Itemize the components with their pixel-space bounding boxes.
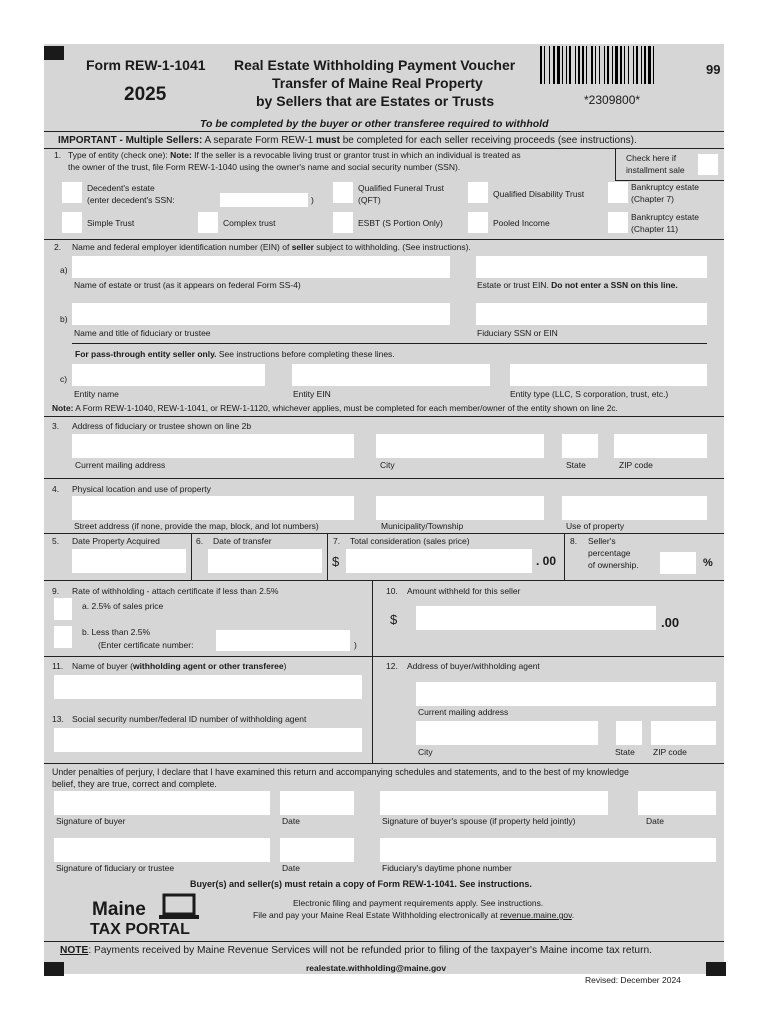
complex-trust-checkbox[interactable] — [198, 212, 218, 233]
fiduciary-date-input[interactable] — [280, 838, 354, 862]
form-subtitle: Transfer of Maine Real Property — [272, 75, 483, 91]
bankruptcy-ch7-checkbox[interactable] — [608, 182, 628, 203]
estate-ein-input[interactable] — [476, 256, 707, 278]
installment-checkbox[interactable] — [698, 154, 718, 175]
fiduciary-state-input[interactable] — [562, 434, 598, 458]
certificate-number-input[interactable] — [216, 630, 350, 651]
perjury-statement: Under penalties of perjury, I declare that I have examined this return and accompanying schedules and statements, and to the best of my knowledge — [52, 767, 629, 777]
barcode — [540, 46, 703, 84]
line11-label: Name of buyer (withholding agent or other transferee) — [72, 661, 287, 671]
retain-copy-note: Buyer(s) and seller(s) must retain a copy of Form REW-1-1041. See instructions. — [190, 879, 532, 889]
pass-through-note: For pass-through entity seller only. See instructions before completing these lines. — [75, 349, 395, 359]
simple-trust-checkbox[interactable] — [62, 212, 82, 233]
buyer-address-input[interactable] — [416, 682, 716, 706]
date-acquired-input[interactable] — [72, 549, 186, 573]
esbt-checkbox[interactable] — [333, 212, 353, 233]
fiduciary-zip-input[interactable] — [614, 434, 707, 458]
ownership-percentage-input[interactable] — [660, 552, 696, 574]
estate-name-input[interactable] — [72, 256, 450, 278]
entity-ein-input[interactable] — [292, 364, 490, 386]
revenue-link[interactable]: revenue.maine.gov — [500, 910, 572, 920]
spouse-date-input[interactable] — [638, 791, 716, 815]
entity-name-input[interactable] — [72, 364, 265, 386]
page-code: 99 — [706, 62, 721, 77]
tax-portal-logo-text: TAX PORTAL — [90, 921, 190, 938]
registration-mark — [44, 46, 64, 60]
fiduciary-phone-input[interactable] — [380, 838, 716, 862]
form-title: Real Estate Withholding Payment Voucher — [234, 57, 516, 73]
transfer-date-input[interactable] — [208, 549, 322, 573]
property-municipality-input[interactable] — [376, 496, 544, 520]
decedent-estate-checkbox[interactable] — [62, 182, 82, 203]
fiduciary-city-input[interactable] — [376, 434, 544, 458]
registration-mark — [706, 962, 726, 976]
bankruptcy-ch11-checkbox[interactable] — [608, 212, 628, 233]
fiduciary-name-input[interactable] — [72, 303, 450, 325]
buyer-city-input[interactable] — [416, 721, 598, 745]
buyer-name-input[interactable] — [54, 675, 362, 699]
refund-note: NOTE: Payments received by Maine Revenue Services will not be refunded prior to filing of the taxpayer's Maine income tax return. — [60, 945, 652, 956]
form-number: Form REW-1-1041 — [86, 57, 206, 73]
instruction-text: To be completed by the buyer or other transferee required to withhold — [200, 118, 549, 130]
maine-logo-text: Maine — [92, 899, 146, 920]
fiduciary-signature-input[interactable] — [54, 838, 270, 862]
revised-date: Revised: December 2024 — [585, 975, 681, 985]
rate-less-checkbox[interactable] — [54, 626, 72, 648]
fiduciary-ssn-input[interactable] — [476, 303, 707, 325]
fiduciary-address-input[interactable] — [72, 434, 354, 458]
line1-instructions: Type of entity (check one): Note: If the seller is a revocable living trust or grantor trust in which an individual is treated as — [68, 150, 521, 160]
registration-mark — [44, 962, 64, 976]
pooled-income-checkbox[interactable] — [468, 212, 488, 233]
rate-2-5-checkbox[interactable] — [54, 598, 72, 620]
line2-instructions: Name and federal employer identification number (EIN) of seller subject to withholding. (See instructions). — [72, 242, 471, 252]
total-consideration-input[interactable] — [346, 549, 532, 573]
decedent-ssn-input[interactable] — [220, 193, 308, 207]
qft-checkbox[interactable] — [333, 182, 353, 203]
qdt-checkbox[interactable] — [468, 182, 488, 203]
buyer-date-input[interactable] — [280, 791, 354, 815]
contact-email: realestate.withholding@maine.gov — [306, 963, 447, 973]
important-note: IMPORTANT - Multiple Sellers: A separate Form REW-1 must be completed for each seller receiving proceeds (see instructions). — [58, 135, 637, 146]
buyer-zip-input[interactable] — [651, 721, 716, 745]
barcode-number: *2309800* — [584, 93, 641, 107]
property-street-input[interactable] — [72, 496, 354, 520]
spouse-signature-input[interactable] — [380, 791, 608, 815]
entity-type-input[interactable] — [510, 364, 707, 386]
agent-id-input[interactable] — [54, 728, 362, 752]
amount-withheld-input[interactable] — [416, 606, 656, 630]
portal-link-line: File and pay your Maine Real Estate Withholding electronically at revenue.maine.gov. — [253, 910, 575, 920]
entity-note: Note: A Form REW-1-1040, REW-1-1041, or REW-1-1120, whichever applies, must be completed for each member/owner of the entity shown on line 2c. — [52, 403, 618, 413]
buyer-signature-input[interactable] — [54, 791, 270, 815]
buyer-state-input[interactable] — [616, 721, 642, 745]
property-use-input[interactable] — [562, 496, 707, 520]
form-year: 2025 — [124, 84, 167, 105]
form-subtitle-2: by Sellers that are Estates or Trusts — [256, 93, 495, 109]
